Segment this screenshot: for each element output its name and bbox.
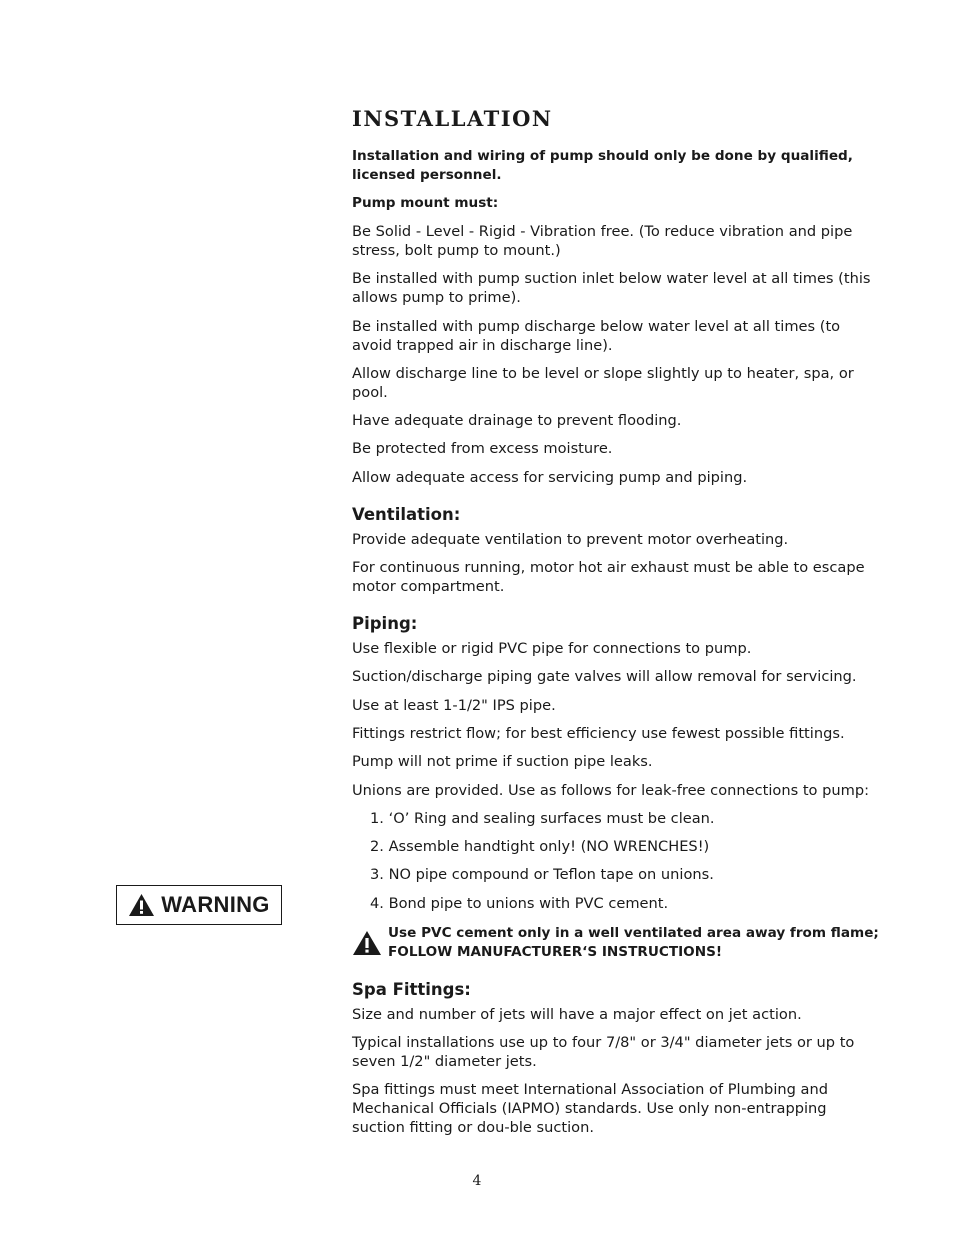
spa-heading: Spa Fittings: xyxy=(352,979,471,999)
main-column xyxy=(352,106,884,1147)
page-number: 4 xyxy=(472,1173,482,1189)
warning-triangle-icon xyxy=(128,893,155,917)
warning-text: WARNING xyxy=(161,892,270,917)
caution-line-2: FOLLOW MANUFACTURER‘S INSTRUCTIONS! xyxy=(388,943,723,960)
mount-item: Be installed with pump suction inlet below water level at all times (this allows pump to prime). xyxy=(352,270,871,307)
mount-item: Be protected from excess moisture. xyxy=(352,440,613,458)
ventilation-heading: Ventilation: xyxy=(352,504,461,524)
caution-line-1: Use PVC cement only in a well ventilated area away from flame; xyxy=(388,924,879,941)
spa-item: Typical installations use up to four 7/8" or 3/4" diameter jets or up to seven 1/2" diameter jets. xyxy=(352,1034,855,1071)
union-step: 4. Bond pipe to unions with PVC cement. xyxy=(370,894,669,912)
spa-item: Spa fittings must meet International Association of Plumbing and Mechanical Officials (IAPMO) standards. Use only non-entrapping suction fitting or dou-ble suction. xyxy=(352,1081,828,1137)
union-step: 2. Assemble handtight only! (NO WRENCHES!) xyxy=(370,838,710,856)
union-step: 3. NO pipe compound or Teflon tape on unions. xyxy=(370,866,714,884)
mount-item: Be Solid - Level - Rigid - Vibration free. (To reduce vibration and pipe stress, bolt pump to mount.) xyxy=(352,223,853,259)
warning-triangle-icon xyxy=(352,930,382,962)
page-title: INSTALLATION xyxy=(352,106,553,131)
piping-item: Use flexible or rigid PVC pipe for connections to pump. xyxy=(352,640,752,658)
mount-item: Be installed with pump discharge below water level at all times (to avoid trapped air in discharge line). xyxy=(352,317,841,354)
mount-item: Allow discharge line to be level or slope slightly up to heater, spa, or pool. xyxy=(352,364,854,401)
warning-label xyxy=(116,885,282,925)
union-step: 1. ‘O’ Ring and sealing surfaces must be clean. xyxy=(370,809,715,827)
piping-heading: Piping: xyxy=(352,614,418,634)
ventilation-item: For continuous running, motor hot air exhaust must be able to escape motor compartment. xyxy=(352,559,865,596)
mount-item: Have adequate drainage to prevent flooding. xyxy=(352,412,682,430)
piping-item: Unions are provided. Use as follows for leak-free connections to pump: xyxy=(352,781,870,799)
piping-item: Suction/discharge piping gate valves will allow removal for servicing. xyxy=(352,668,857,686)
spa-item: Size and number of jets will have a major effect on jet action. xyxy=(352,1005,802,1023)
piping-item: Use at least 1-1/2" IPS pipe. xyxy=(352,696,556,714)
piping-item: Fittings restrict flow; for best efficiency use fewest possible fittings. xyxy=(352,724,845,742)
mount-item: Allow adequate access for servicing pump and piping. xyxy=(352,468,748,486)
intro-note: Installation and wiring of pump should only be done by qualified, licensed personnel. xyxy=(352,148,853,183)
mount-heading: Pump mount must: xyxy=(352,195,499,211)
piping-item: Pump will not prime if suction pipe leaks. xyxy=(352,753,653,771)
caution-note xyxy=(352,924,884,962)
ventilation-item: Provide adequate ventilation to prevent motor overheating. xyxy=(352,530,789,548)
